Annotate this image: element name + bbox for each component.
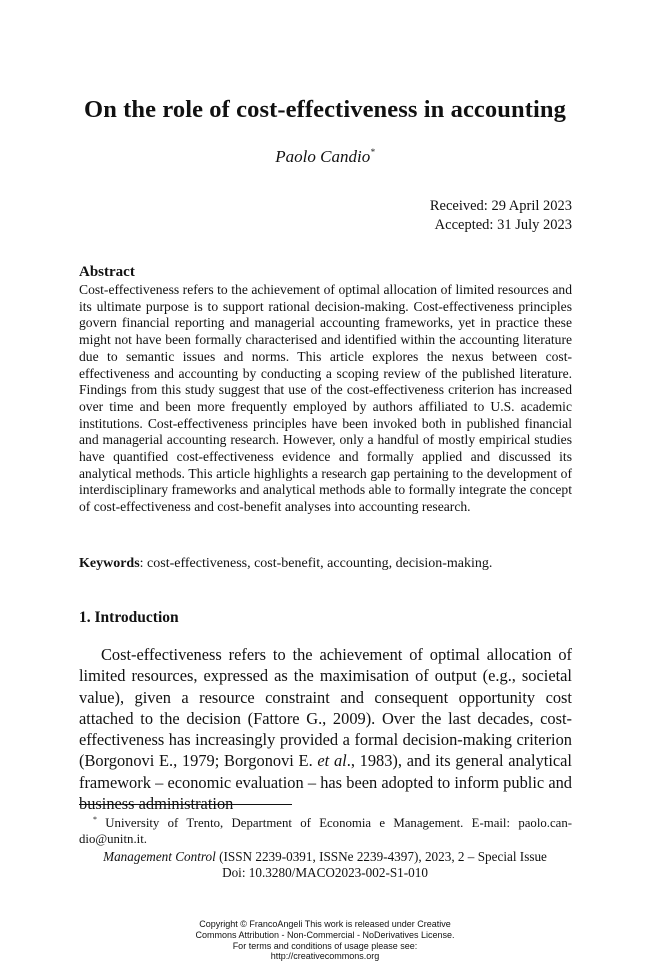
journal-citation xyxy=(0,849,650,865)
journal-issn: (ISSN 2239-0391, ISSNe 2239-4397), 2023, 2 – Special Issue xyxy=(215,849,547,864)
keywords-label: Keywords xyxy=(79,556,140,571)
introduction-et-al: et al xyxy=(317,751,347,771)
author-name xyxy=(0,147,650,167)
license-notice xyxy=(0,919,650,962)
introduction-text-part2: ., 1983), and its general analytical framework – economic evaluation – has been adopted to inform public and business administration xyxy=(79,751,572,814)
license-line-3: For terms and conditions of usage please see: xyxy=(232,940,418,951)
submission-dates xyxy=(430,197,572,235)
author-name-text: Paolo Candio xyxy=(275,147,371,166)
accepted-date: Accepted: 31 July 2023 xyxy=(434,217,572,233)
license-line-2: Commons Attribution - Non-Commercial - NoDerivatives License. xyxy=(195,929,455,940)
footnote-text: University of Trento, Department of Economia e Management. E-mail: paolo.candio@unitn.it. xyxy=(79,816,572,846)
paper-title: On the role of cost-effectiveness in accounting xyxy=(84,96,566,123)
introduction-text-part1: Cost-effectiveness refers to the achievement of optimal allocation of limited resources, expressed as the maximisation of output (e.g., societal value), given a resource constraint and consequent opportunity cost attached to the decision (Fattore G., 2009). Over the last decades, cost-effectiveness has increasingly provided a formal decision-making criterion (Borgonovi E., 1979; Borgonovi E. xyxy=(79,645,572,771)
received-date: Received: 29 April 2023 xyxy=(429,198,572,214)
footnote-rule xyxy=(79,804,292,805)
keywords-line xyxy=(79,556,572,572)
license-link[interactable]: http://creativecommons.org xyxy=(270,951,380,962)
section-heading-introduction: 1. Introduction xyxy=(79,609,179,626)
keywords-text: : cost-effectiveness, cost-benefit, accounting, decision-making. xyxy=(139,556,493,571)
journal-doi: Doi: 10.3280/MACO2023-002-S1-010 xyxy=(222,865,428,880)
abstract-text: Cost-effectiveness refers to the achievement of optimal allocation of limited resources and its ultimate purpose is to support rational decision-making. Cost-effectiveness principles govern financial reporting and managerial accounting frameworks, yet in practice these might not have been formally characterised and identified within the accounting literature due to semantic issues and norms. This article explores the nexus between cost-effectiveness and accounting by conducting a scoping review of the published literature. Findings from this study suggest that use of the cost-effectiveness criterion has increased over time and been more frequently employed by authors affiliated to U.S. academic institutions. Cost-effectiveness principles have been invoked both in published financial and managerial accounting research. However, only a handful of mostly empirical studies have quantified cost-effectiveness evidence and formally applied and discussed its analytical methods. This article highlights a research gap pertaining to the development of interdisciplinary frameworks and analytical methods able to formally integrate the concept of cost-effectiveness and cost-benefit analyses into accounting research. xyxy=(79,282,572,515)
journal-name: Management Control xyxy=(103,849,216,864)
abstract-heading: Abstract xyxy=(79,264,135,280)
journal-info xyxy=(0,849,650,881)
footnote-mark: * xyxy=(93,815,97,824)
license-line-1: Copyright © FrancoAngeli This work is released under Creative xyxy=(199,919,451,929)
affiliation-footnote xyxy=(79,812,572,847)
introduction-paragraph xyxy=(79,644,572,814)
author-footnote-mark: * xyxy=(370,147,375,157)
